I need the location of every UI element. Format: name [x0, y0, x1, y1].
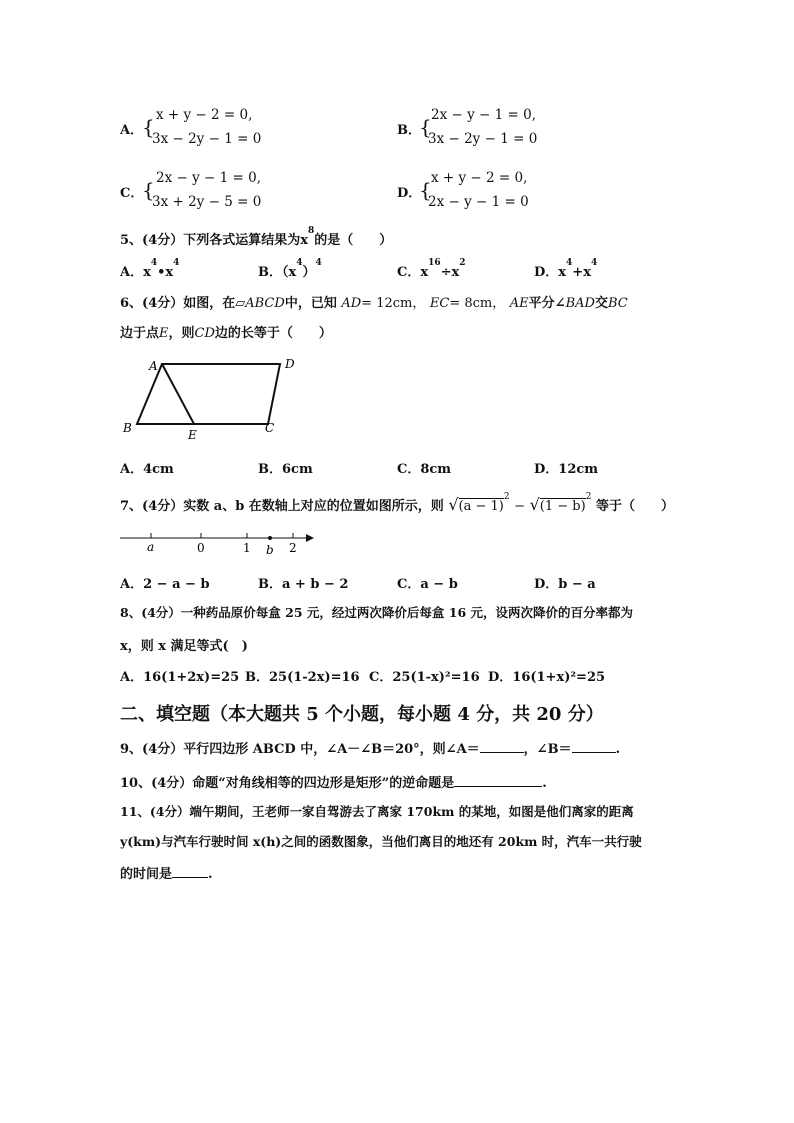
q8-option-a: A．16(1+2x)=25: [120, 670, 240, 685]
math-text: ▱ABCD: [235, 296, 285, 311]
radical-sign-icon: √: [529, 495, 540, 514]
vertex-label-a: A: [149, 359, 158, 373]
stem-text: ，∠B＝: [523, 742, 572, 757]
q6-option-c: C．8cm: [397, 462, 452, 477]
stem-text: .: [542, 776, 547, 791]
math-text: AD: [341, 296, 362, 311]
superscript: 4: [590, 258, 598, 268]
equation-line-1: 2x − y − 1 = 0,: [431, 107, 536, 123]
equation-line-2: 2x − y − 1 = 0: [428, 194, 529, 210]
stem-text: .: [208, 867, 213, 882]
stem-text: 的时间是: [120, 867, 173, 882]
axis-label-0: 0: [197, 541, 205, 555]
radical-expression: [529, 492, 592, 514]
equation-line-1: x + y − 2 = 0,: [156, 107, 253, 123]
question-7-stem: [120, 492, 674, 514]
q6-option-d: D．12cm: [534, 462, 599, 477]
option-text: ）: [302, 265, 316, 280]
question-6-line-2: [120, 322, 332, 341]
math-text: = 8cm，: [449, 296, 506, 311]
q7-option-a: A．2 − a − b: [120, 577, 210, 592]
q5-option-d: [534, 258, 598, 280]
radicand: (1 − b): [539, 499, 586, 514]
math-text: EC: [429, 296, 450, 311]
stem-text: 7、(4分）实数 a、b 在数轴上对应的位置如图所示，则: [120, 499, 444, 514]
stem-text: 交: [594, 296, 608, 311]
question-11-line-3: [120, 863, 213, 882]
q5-option-b: [258, 258, 322, 280]
stem-text: 等于（ ）: [595, 499, 674, 514]
stem-text: 9、(4分）平行四边形 ABCD 中，∠A－∠B＝20°，则∠A＝: [120, 742, 480, 757]
option-label: A．: [120, 123, 144, 138]
superscript: 4: [296, 258, 303, 268]
equation-line-1: 2x − y − 1 = 0,: [156, 170, 261, 186]
option-text: D．x: [534, 265, 567, 280]
radical-sign-icon: √: [448, 495, 459, 514]
equation-line-2: 3x + 2y − 5 = 0: [152, 194, 262, 210]
axis-label-1: 1: [243, 541, 251, 555]
option-text: C．x: [397, 265, 429, 280]
arrow-icon: [306, 534, 314, 542]
radicand: (a − 1): [458, 499, 504, 514]
superscript: 2: [459, 258, 466, 268]
option-label: D．: [397, 186, 422, 201]
equation-line-2: 3x − 2y − 1 = 0: [428, 131, 538, 147]
question-10: [120, 772, 547, 791]
number-line-figure: [118, 528, 318, 558]
option-text: B．（x: [258, 265, 297, 280]
question-8-line-1: 8、(4分）一种药品原价每盒 25 元，经过两次降价后每盒 16 元，设两次降价的百分率都为: [120, 605, 634, 620]
question-6-line-1: [120, 292, 628, 311]
brace-icon: {: [419, 115, 432, 139]
equation-line-2: 3x − 2y − 1 = 0: [152, 131, 262, 147]
answer-blank-b[interactable]: [572, 739, 616, 753]
stem-text: 边的长等于（ ）: [214, 326, 332, 341]
stem-text: ，则: [168, 326, 195, 341]
point-b: [268, 536, 272, 540]
superscript: 8: [308, 226, 315, 236]
parallelogram-figure: [110, 350, 310, 445]
stem-text: 6、(4分）如图，在: [120, 296, 236, 311]
q7-option-b: B．a + b − 2: [258, 577, 349, 592]
answer-blank[interactable]: [172, 864, 208, 878]
option-text: ÷x: [440, 265, 460, 280]
stem-text: 边于点: [120, 326, 160, 341]
stem-text: 5、(4分）下列各式运算结果为x: [120, 233, 308, 248]
vertex-label-b: B: [123, 421, 132, 435]
q5-option-c: [397, 258, 466, 280]
q5-option-a: [120, 258, 180, 280]
brace-icon: {: [142, 115, 155, 139]
axis-label-a: a: [147, 540, 155, 554]
stem-text: 的是（ ）: [314, 233, 393, 248]
math-text: BC: [607, 296, 628, 311]
answer-blank-a[interactable]: [480, 739, 524, 753]
vertex-label-d: D: [285, 357, 295, 371]
parallelogram-abcd: [137, 364, 280, 424]
question-11-line-1: 11、(4分）端午期间，王老师一家自驾游去了离家 170km 的某地，如图是他们离家的距离: [120, 804, 634, 819]
axis-label-b: b: [266, 543, 274, 557]
q8-option-b: B．25(1-2x)=16: [245, 670, 360, 685]
segment-ae: [162, 364, 194, 424]
math-text: BAD: [565, 296, 595, 311]
superscript: 2: [503, 492, 510, 502]
q8-option-c: C．25(1-x)²=16: [369, 670, 480, 685]
option-text: +x: [572, 265, 591, 280]
answer-blank[interactable]: [454, 773, 542, 787]
option-text: •x: [157, 265, 174, 280]
superscript: 4: [173, 258, 180, 268]
stem-text: .: [615, 742, 621, 757]
vertex-label-e: E: [188, 428, 197, 442]
superscript: 2: [585, 492, 592, 502]
q6-option-a: A．4cm: [120, 462, 174, 477]
option-label: C．: [120, 186, 144, 201]
question-8-line-2: x，则 x 满足等式( ): [120, 639, 248, 654]
question-11-line-2: y(km)与汽车行驶时间 x(h)之间的函数图象，当他们离目的地还有 20km 时，汽车一共行驶: [120, 834, 642, 849]
question-5-stem: [120, 226, 393, 248]
superscript: 4: [150, 258, 158, 268]
math-text: E: [159, 326, 169, 341]
option-label: B．: [397, 123, 421, 138]
superscript: 4: [566, 258, 573, 268]
brace-icon: {: [419, 178, 432, 202]
brace-icon: {: [142, 178, 155, 202]
section-2-heading: 二、填空题（本大题共 5 个小题，每小题 4 分，共 20 分）: [120, 704, 604, 725]
q8-option-d: D．16(1+x)²=25: [488, 670, 606, 685]
stem-text: 10、(4分）命题“对角线相等的四边形是矩形”的逆命题是: [120, 776, 455, 791]
math-text: CD: [194, 326, 215, 341]
axis-label-2: 2: [289, 541, 297, 555]
math-text: = 12cm，: [361, 296, 426, 311]
q7-option-c: C．a − b: [397, 577, 458, 592]
math-text: AE: [509, 296, 529, 311]
option-text: A．x: [120, 265, 151, 280]
superscript: 16: [428, 258, 441, 268]
vertex-label-c: C: [265, 421, 275, 435]
radical-expression: [448, 492, 510, 514]
equation-line-1: x + y − 2 = 0,: [431, 170, 528, 186]
q7-option-d: D．b − a: [534, 577, 596, 592]
stem-text: 中，已知: [284, 296, 337, 311]
superscript: 4: [315, 258, 322, 268]
q6-option-b: B．6cm: [258, 462, 313, 477]
math-text: −: [514, 499, 526, 514]
question-9: [120, 738, 620, 757]
stem-text: 平分∠: [528, 296, 566, 311]
